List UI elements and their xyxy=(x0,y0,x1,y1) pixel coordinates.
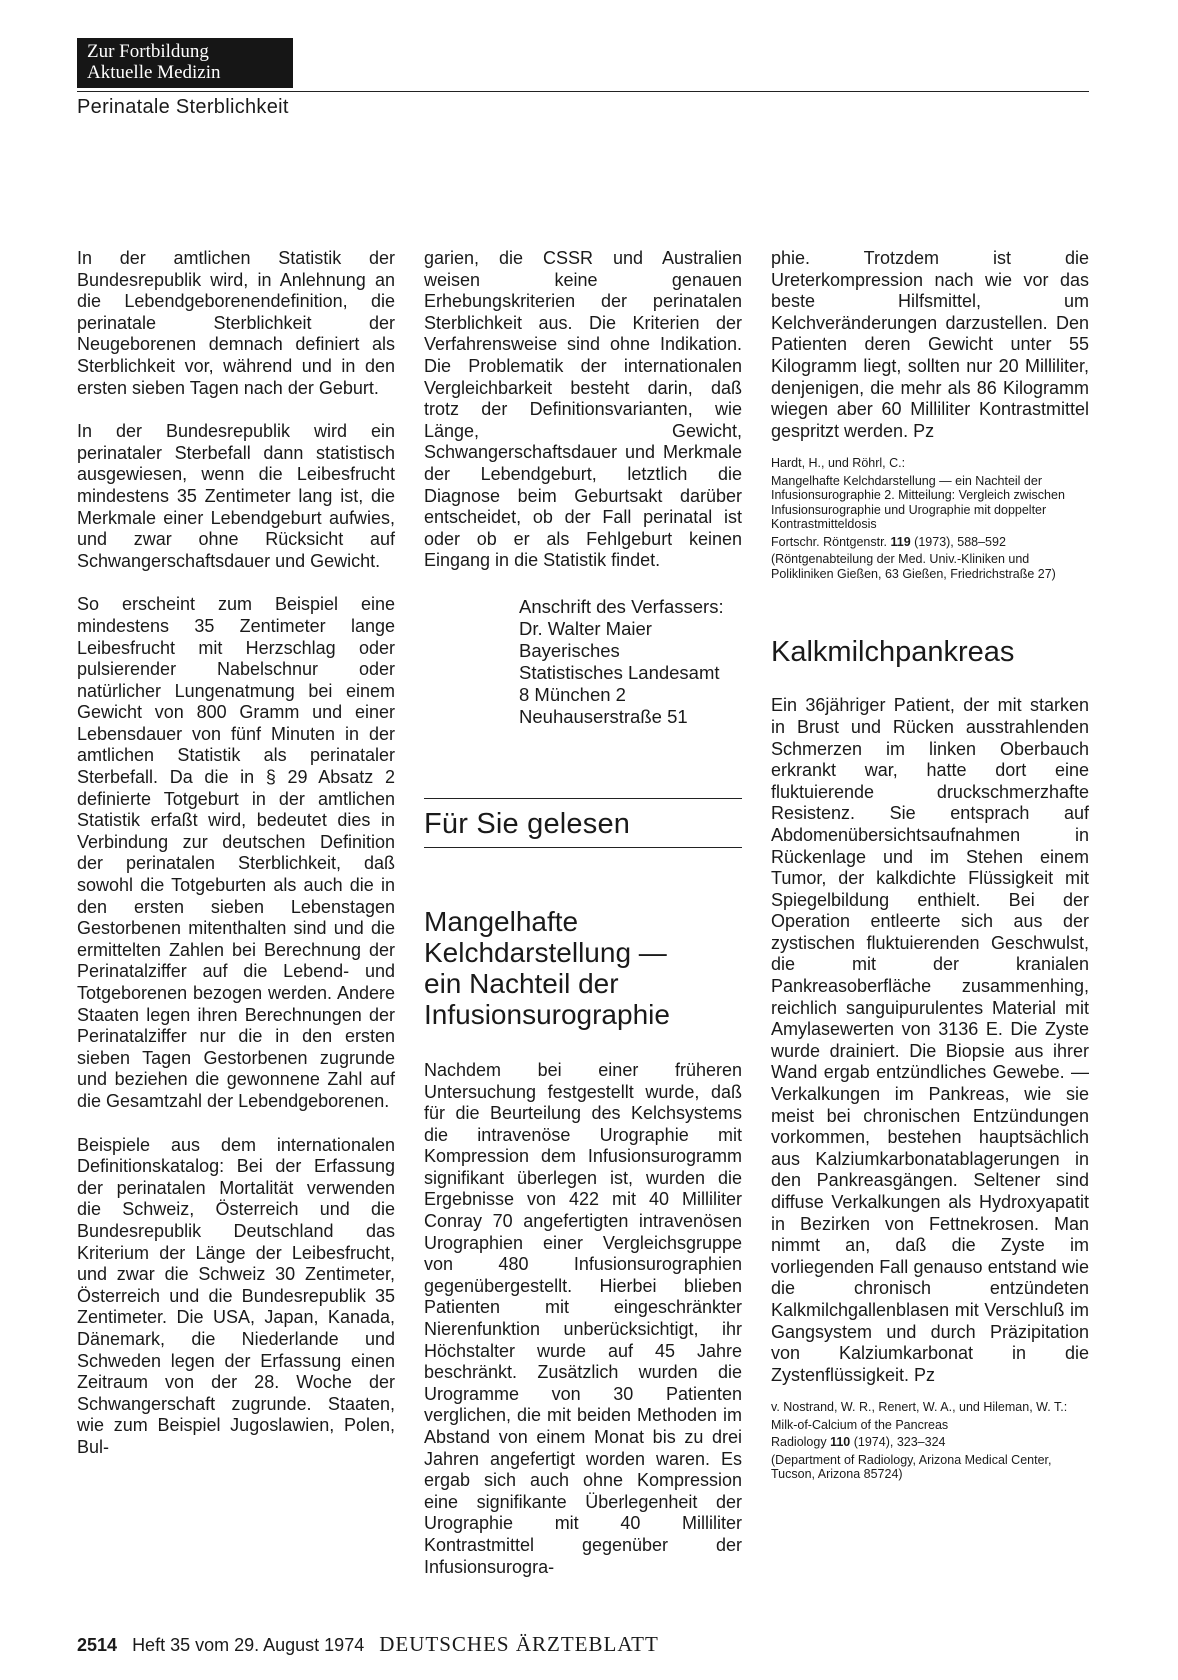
issue-info: Heft 35 vom 29. August 1974 xyxy=(132,1635,365,1655)
article1-paragraph-1: In der amtlichen Statistik der Bundesrepublik wird, in Anlehnung an die Lebendgeborenendefinition, die perinatale Sterblichkeit der Neugeborenen demnach definiert als Sterblichkeit vor, während und in den ersten sieben Tagen nach der Geburt. xyxy=(77,248,395,398)
article1-paragraph-2: In der Bundesrepublik wird ein perinataler Sterbefall dann statistisch ausgewiesen, wenn die Leibesfrucht mindestens 35 Zentimeter lang ist, die Merkmale einer Lebendgeburt aufwies, und zwar ohne Rücksicht auf Schwangerschaftsdauer und Gewicht. xyxy=(77,421,395,571)
address-line-3: 8 München 2 xyxy=(519,683,626,705)
article2-title-line-2: Kelchdarstellung — xyxy=(424,936,667,968)
rubric-rule-bottom xyxy=(424,847,742,848)
article2-title-line-3: ein Nachteil der xyxy=(424,967,619,999)
header-rule xyxy=(77,91,1089,92)
article3-ref-volume: 110 xyxy=(830,1435,851,1450)
article2-title-line-4: Infusionsurographie xyxy=(424,998,670,1030)
article3-body: Ein 36jähriger Patient, der mit starken in Brust und Rücken ausstrahlenden Schmerzen im linken Oberbauch erkrankt war, hatte dort eine fluktuierende druckschmerzhafte Resistenz. Sie entsprach auf Abdomenübersichtsaufnahmen in Rückenlage und im Stehen einem Tumor, der kalkdichte Flüssigkeit mit Spiegelbildung enthielt. Bei der Operation entleerte sich aus der zystischen fluktuierenden Geschwulst, die mit der kranialen Pankreasoberfläche zusammenhing, reichlich sanguipurulentes Material mit Amylasewerten von 3136 E. Die Zyste wurde drainiert. Die Biopsie aus ihrer Wand ergab entzündliches Gewebe. — Verkalkungen im Pankreas, wie sie meist bei chronischen Entzündungen vorkommen, bestehen hauptsächlich aus Kalziumkarbonatablagerungen in den Pankreasgängen. Seltener sind diffuse Verkalkungen als Hydroxyapatit in Bezirken von Fettnekrosen. Man nimmt an, daß die Zyste im vorliegenden Fall genauso entstand wie die chronisch entzündeten Kalkmilchgallenblasen mit Verschluß im Gangsystem und durch Präzipitation von Kalziumkarbonat in die Zystenflüssigkeit. Pz xyxy=(771,695,1089,1385)
journal-name: DEUTSCHES ÄRZTEBLATT xyxy=(379,1632,659,1656)
article2-ref-affiliation: (Röntgenabteilung der Med. Univ.-Kliniken und Polikliniken Gießen, 63 Gießen, Friedrichstraße 27) xyxy=(771,552,1056,581)
article2-reference xyxy=(771,456,1089,581)
article1-paragraph-4-part1: Beispiele aus dem internationalen Definitionskatalog: Bei der Erfassung der perinatalen Mortalität verwenden die Schweiz, Österreich und die Bundesrepublik Deutschland das Kriterium der Länge der Leibesfrucht, und zwar die Schweiz 30 Zentimeter, Österreich und die Bundesrepublik 35 Zentimeter. Die USA, Japan, Kanada, Dänemark, die Niederlande und Schweden legen der Erfassung einen Zeitraum von der 28. Woche der Schwangerschaft zugrunde. Staaten, wie zum Beispiel Jugoslawien, Polen, Bul- xyxy=(77,1134,395,1457)
article1-paragraph-3: So erscheint zum Beispiel eine mindestens 35 Zentimeter lange Leibesfrucht mit Herzschlag oder pulsierender Nabelschnur oder natürlicher Lungenatmung bei einem Gewicht von 800 Gramm und einer Lebensdauer von fünf Minuten in der amtlichen Statistik als perinataler Sterbefall. Da die in § 29 Absatz 2 definierte Totgeburt in der amtlichen Statistik erfaßt wird, bedeutet dies in Verbindung zur deutschen Definition der perinatalen Sterblichkeit, daß sowohl die Totgeburten als auch die in den ersten sieben Lebenstagen Gestorbenen mitenthalten sind und die ermittelten Zahlen bei Berechnung der Perinatalziffer auf die Lebend- und Totgeborenen bezogen werden. Andere Staaten legen ihren Berechnungen der Perinatalziffer nur die in den ersten sieben Tagen Gestorbenen zugrunde und beziehen die gewonnene Zahl auf die Gesamtzahl der Lebendgeborenen. xyxy=(77,594,395,1111)
article2-ref-citation xyxy=(771,535,1089,550)
article3-ref-citation xyxy=(771,1435,1089,1450)
section-label xyxy=(77,38,293,88)
section-label-line2: Aktuelle Medizin xyxy=(87,62,221,83)
article3-title: Kalkmilchpankreas xyxy=(771,636,1015,669)
article2-title xyxy=(424,906,742,1030)
article2-ref-title: Mangelhafte Kelchdarstellung — ein Nachteil der Infusionsurographie 2. Mitteilung: Vergleich zwischen Infusionsurographie und Urographie mit doppelter Kontrastmitteldosis xyxy=(771,473,1065,532)
page-number: 2514 xyxy=(77,1635,118,1655)
article3-ref-pages: (1974), 323–324 xyxy=(853,1435,946,1450)
address-label: Anschrift des Verfassers: xyxy=(519,595,724,617)
address-line-1: Bayerisches xyxy=(519,639,620,661)
article3-reference xyxy=(771,1400,1089,1482)
column-1 xyxy=(77,248,395,1458)
address-line-2: Statistisches Landesamt xyxy=(519,661,720,683)
article2-body-part1: Nachdem bei einer früheren Untersuchung festgestellt wurde, daß für die Beurteilung des Kelchsystems die intravenöse Urographie mit Kompression dem Infusionsurogramm signifikant überlegen ist, wurden die Ergebnisse von 422 mit 40 Milliliter Conray 70 angefertigten intravenösen Urographien einer Vergleichsgruppe von 480 Infusionsurographien gegenübergestellt. Hierbei blieben Patienten mit eingeschränkter Nierenfunktion unberücksichtigt, ihr Höchstalter wurde auf 45 Jahre beschränkt. Zusätzlich wurden die Urogramme von 30 Patienten verglichen, die mit beiden Methoden im Abstand von einem Monat bis zu drei Jahren angefertigt worden waren. Es ergab sich auch ohne Kompression eine signifikante Überlegenheit der Urographie mit 40 Milliliter Kontrastmittel gegenüber der Infusionsurogra- xyxy=(424,1059,742,1577)
page-footer xyxy=(77,1632,659,1657)
article2-title-line-1: Mangelhafte xyxy=(424,905,579,937)
article3-ref-title: Milk-of-Calcium of the Pancreas xyxy=(771,1417,949,1432)
column-3 xyxy=(771,248,1089,1482)
rubric-heading: Für Sie gelesen xyxy=(424,807,631,840)
author-address xyxy=(519,596,742,728)
article3-ref-journal: Radiology xyxy=(771,1435,827,1450)
article2-ref-journal: Fortschr. Röntgenstr. xyxy=(771,534,888,549)
running-title: Perinatale Sterblichkeit xyxy=(77,96,289,118)
address-name: Dr. Walter Maier xyxy=(519,617,652,639)
article3-ref-authors: v. Nostrand, W. R., Renert, W. A., und Hileman, W. T.: xyxy=(771,1400,1068,1415)
article2-ref-volume: 119 xyxy=(890,534,911,549)
section-label-line1: Zur Fortbildung xyxy=(87,41,209,62)
article3-ref-affiliation: (Department of Radiology, Arizona Medical Center, Tucson, Arizona 85724) xyxy=(771,1452,1052,1482)
article1-paragraph-4-part2: garien, die CSSR und Australien weisen keine genauen Erhebungskriterien der perinatalen Sterblichkeit aus. Die Kriterien der Verfahrensweise sind ohne Indikation. Die Problematik der internationalen Vergleichbarkeit besteht darin, daß trotz der Definitionsvarianten, wie Länge, Gewicht, Schwangerschaftsdauer und Merkmale der Lebendgeburt, letztlich die Diagnose beim Geburtsakt darüber entscheidet, ob der Fall perinatal ist oder ob er als Fehlgeburt keinen Eingang in die Statistik findet. xyxy=(424,248,742,571)
article2-ref-authors: Hardt, H., und Röhrl, C.: xyxy=(771,456,906,471)
article2-ref-pages: (1973), 588–592 xyxy=(914,534,1006,549)
article2-body-part2: phie. Trotzdem ist die Ureterkompression nach wie vor das beste Hilfsmittel, um Kelchveränderungen darzustellen. Den Patienten deren Gewicht unter 55 Kilogramm liegt, sollten nur 20 Milliliter, denjenigen, die mehr als 86 Kilogramm wiegen aber 60 Milliliter Kontrastmittel gespritzt werden. Pz xyxy=(771,248,1089,441)
address-line-4: Neuhauserstraße 51 xyxy=(519,705,688,727)
column-2 xyxy=(424,248,742,1578)
